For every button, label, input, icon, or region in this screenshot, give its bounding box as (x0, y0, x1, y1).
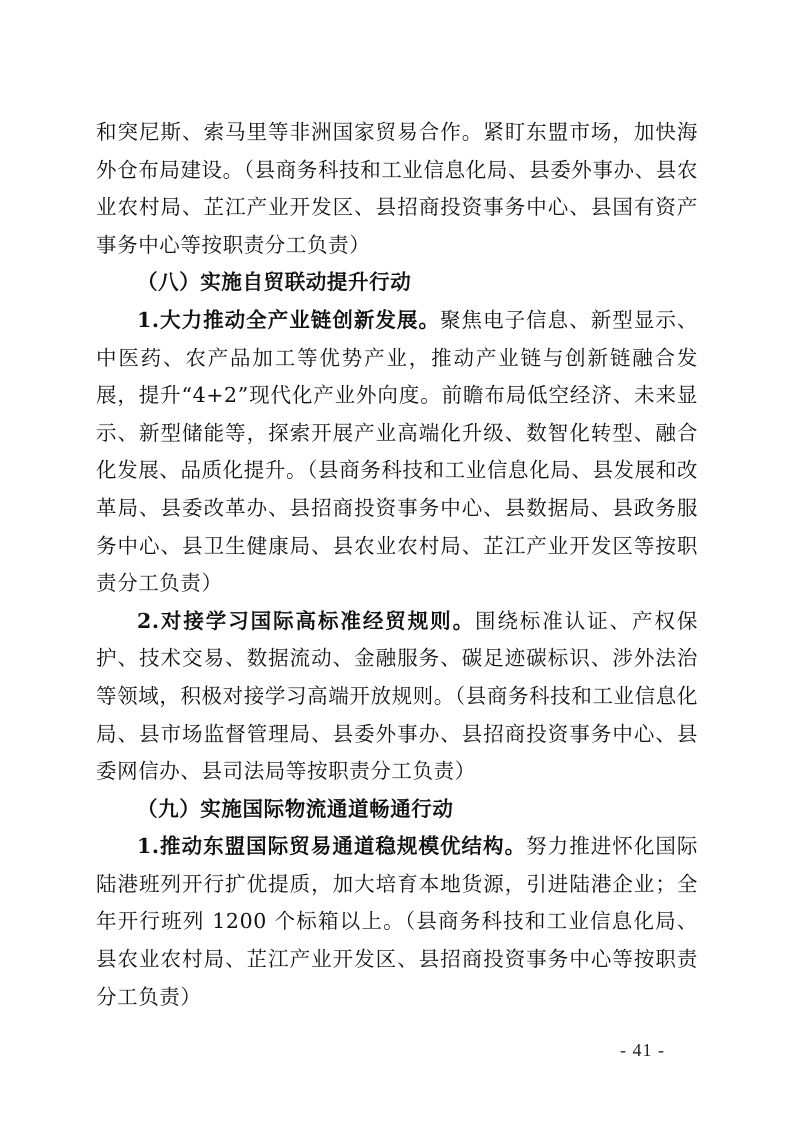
item-title: 1.推动东盟国际贸易通道稳规模优结构。 (137, 834, 527, 859)
item-title: 1.大力推动全产业链创新发展。 (137, 307, 440, 332)
document-body (96, 114, 698, 1016)
item-title: 2.对接学习国际高标准经贸规则。 (137, 608, 475, 633)
section-9-item-1 (96, 828, 698, 1016)
page-number: - 41 - (620, 1040, 665, 1060)
item-body: 围绕标准认证、产权保护、技术交易、数据流动、金融服务、碳足迹碳标识、涉外法治等领域，积极对接学习高端开放规则。（县商务科技和工业信息化局、县市场监督管理局、县委外事办、县招商投资事务中心、县委网信办、县司法局等按职责分工负责） (96, 608, 698, 784)
section-8-item-1 (96, 302, 698, 603)
paragraph-continuation: 和突尼斯、索马里等非洲国家贸易合作。紧盯东盟市场，加快海外仓布局建设。（县商务科技和工业信息化局、县委外事办、县农业农村局、芷江产业开发区、县招商投资事务中心、县国有资产事务中心等按职责分工负责） (96, 120, 698, 257)
section-8-item-2 (96, 603, 698, 791)
section-heading-9: （九）实施国际物流通道畅通行动 (137, 796, 454, 821)
item-body: 努力推进怀化国际陆港班列开行扩优提质，加大培育本地货源，引进陆港企业；全年开行班列 1200 个标箱以上。（县商务科技和工业信息化局、县农业农村局、芷江产业开发区、县招商投资事务中心等按职责分工负责） (96, 834, 698, 1009)
item-body: 聚焦电子信息、新型显示、中医药、农产品加工等优势产业，推动产业链与创新链融合发展，提升“4+2”现代化产业外向度。前瞻布局低空经济、未来显示、新型储能等，探索开展产业高端化升级、数智化转型、融合化发展、品质化提升。（县商务科技和工业信息化局、县发展和改革局、县委改革办、县招商投资事务中心、县数据局、县政务服务中心、县卫生健康局、县农业农村局、芷江产业开发区等按职责分工负责） (96, 307, 698, 596)
section-heading-8: （八）实施自贸联动提升行动 (137, 270, 412, 295)
